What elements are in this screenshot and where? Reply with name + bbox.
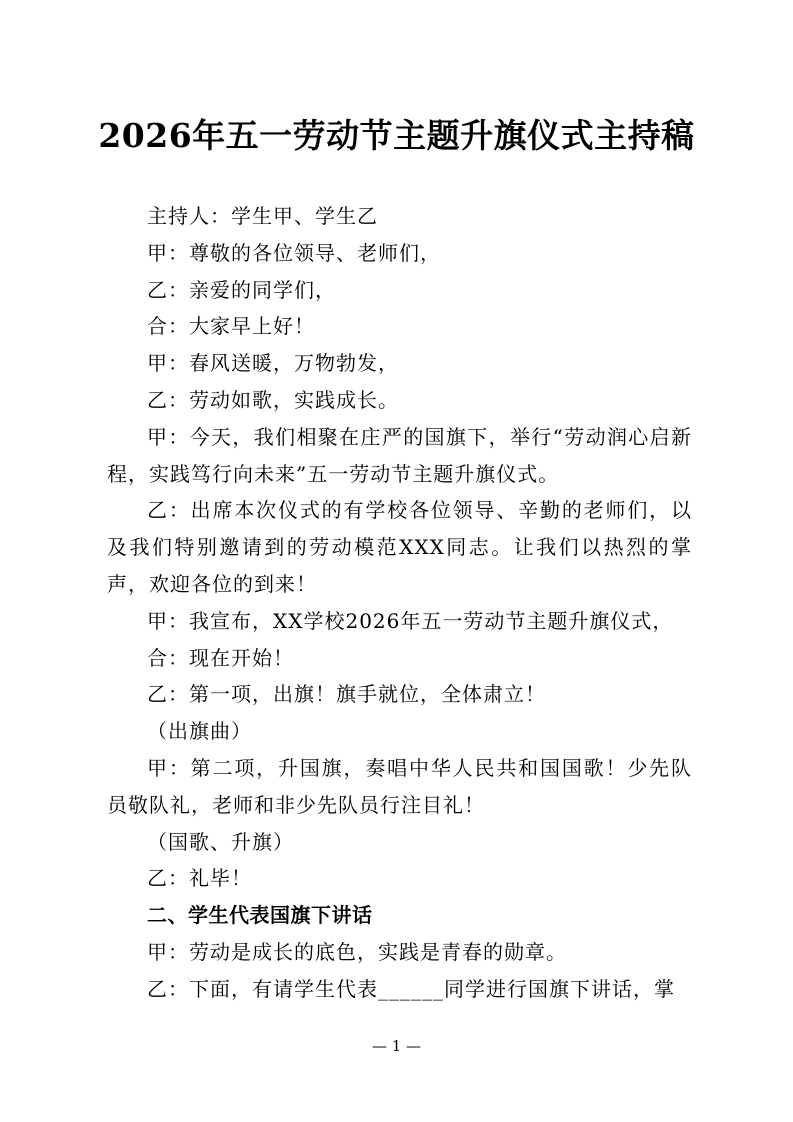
script-line: 甲：春风送暖，万物勃发，: [147, 351, 399, 376]
section-heading: 二、学生代表国旗下讲话: [147, 903, 373, 928]
script-line: 乙：劳动如歌，实践成长。: [147, 387, 399, 412]
host-line: 主持人：学生甲、学生乙: [147, 204, 378, 228]
page-number: — 1 —: [371, 1037, 422, 1055]
script-line: 甲：今天，我们相聚在庄严的国旗下，举行“劳动润心启新程，实践笃行向未来”五一劳动节主题升旗仪式。: [107, 424, 692, 486]
script-line: 乙：亲爱的同学们，: [147, 277, 336, 302]
script-line: 合：大家早上好！: [147, 314, 315, 339]
stage-direction: （出旗曲）: [147, 719, 252, 744]
script-line: 甲：第二项，升国旗，奏唱中华人民共和国国歌！少先队员敬队礼，老师和非少先队员行注目礼！: [107, 755, 692, 817]
document-title: 2026年五一劳动节主题升旗仪式主持稿: [98, 116, 695, 155]
script-line: 甲：我宣布，XX学校2026年五一劳动节主题升旗仪式，: [147, 608, 674, 633]
script-line: 乙：礼毕！: [147, 866, 252, 891]
script-line: 甲：尊敬的各位领导、老师们，: [147, 240, 441, 265]
script-line: 乙：第一项，出旗！旗手就位，全体肃立！: [147, 682, 546, 707]
script-line: 乙：出席本次仪式的有学校各位领导、辛勤的老师们，以及我们特别邀请到的劳动模范XXX同志。让我们以热烈的掌声，欢迎各位的到来！: [107, 498, 692, 596]
script-line: 甲：劳动是成长的底色，实践是青春的勋章。: [147, 939, 567, 964]
document-body: [107, 198, 692, 1008]
stage-direction: （国歌、升旗）: [147, 829, 294, 854]
script-line: 乙：下面，有请学生代表______同学进行国旗下讲话，掌: [147, 976, 675, 1001]
script-line: 合：现在开始！: [147, 645, 294, 670]
